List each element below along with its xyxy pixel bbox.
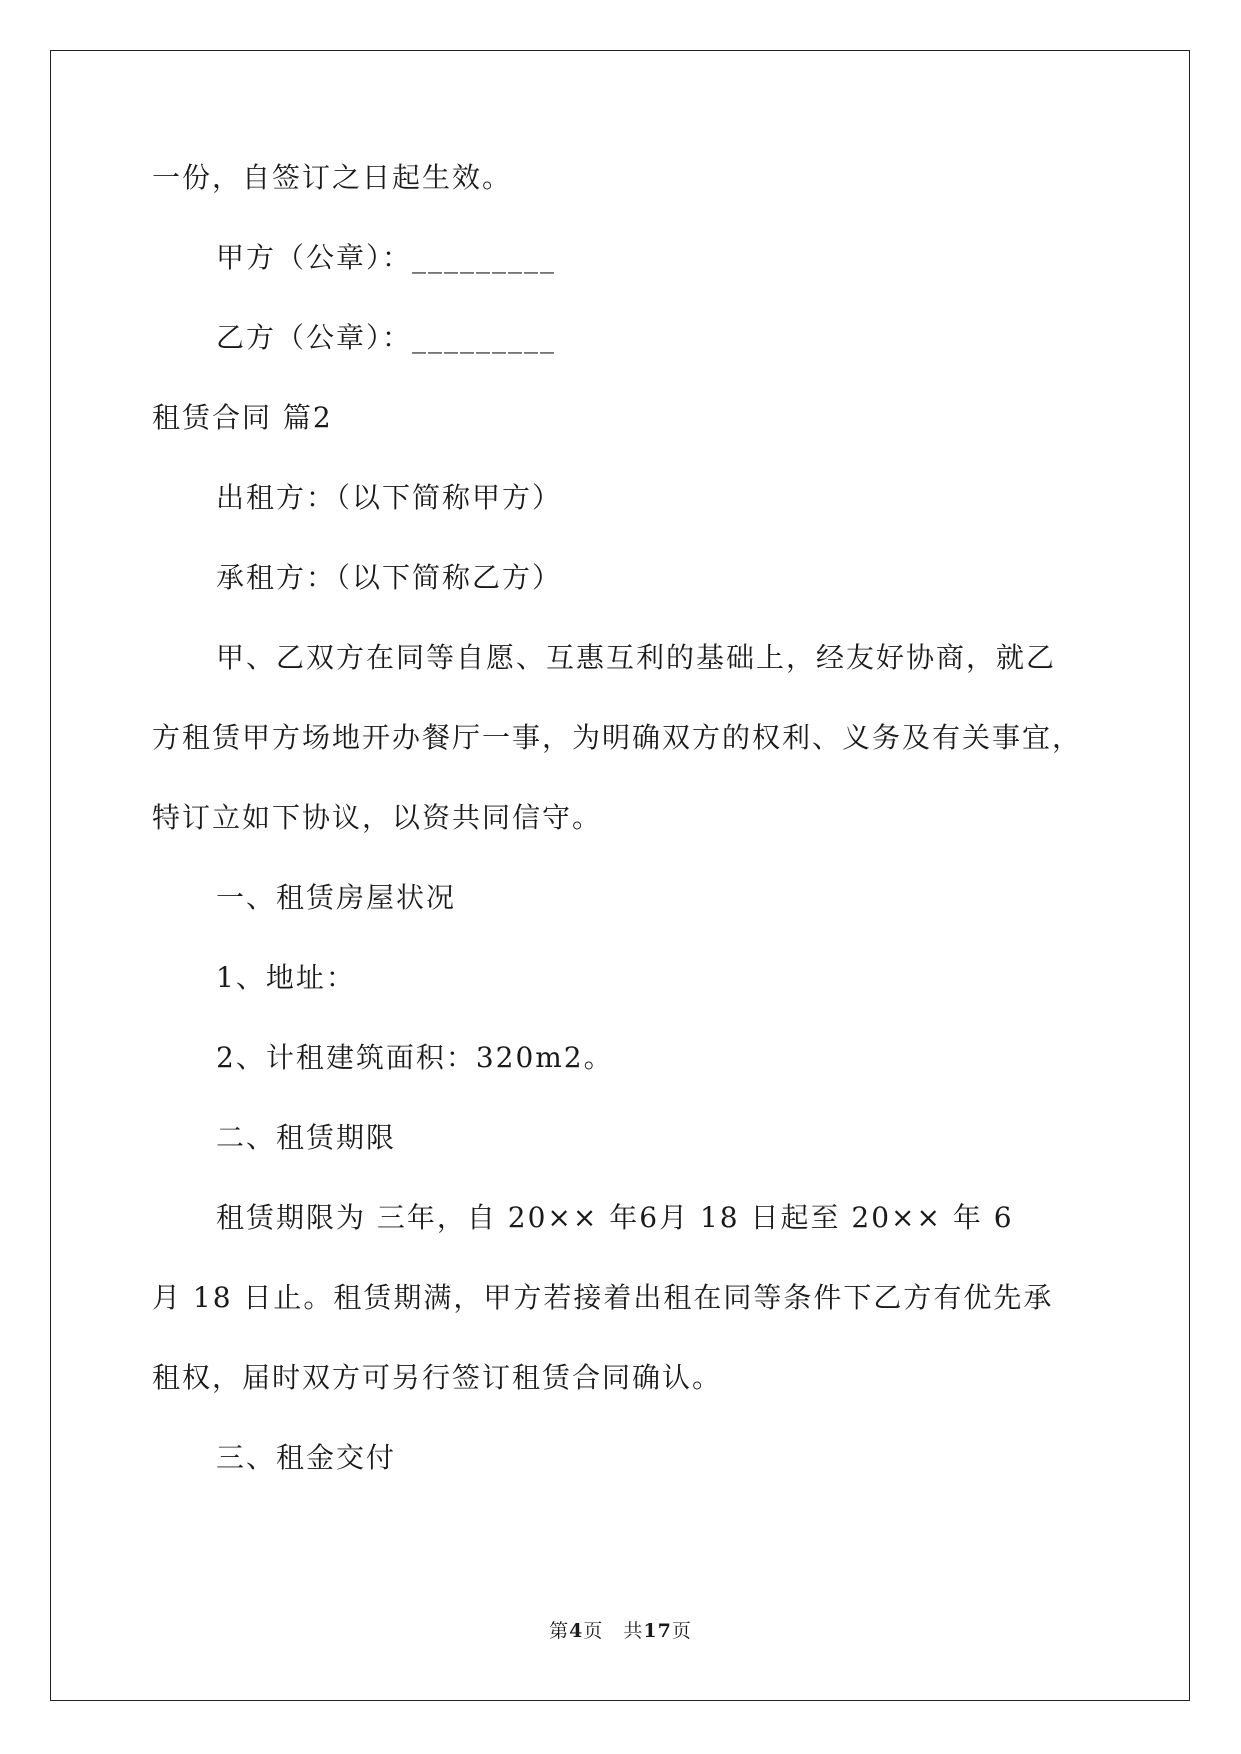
party-b-seal-line: 乙方（公章）：_________ [216,321,557,354]
paragraph-line-3: 特订立如下协议，以资共同信守。 [152,801,603,834]
paragraph-line-2: 方租赁甲方场地开办餐厅一事，为明确双方的权利、义务及有关事宜， [152,721,1083,754]
footer-page-suffix: 页 [583,1620,604,1642]
lessee-line: 承租方：（以下简称乙方） [216,561,563,594]
area-line: 2、计租建筑面积：320m2。 [216,1041,614,1074]
footer-total-suffix: 页 [671,1620,692,1642]
footer-total-pages: 17 [643,1620,672,1642]
section-title: 租赁合同 篇2 [152,401,333,434]
footer-page-number: 4 [569,1620,584,1642]
term-line-1: 租赁期限为 三年，自 20×× 年6月 18 日起至 20×× 年 6 [216,1201,1014,1234]
party-a-seal-line: 甲方（公章）：_________ [216,241,557,274]
heading-rental-status: 一、租赁房屋状况 [216,881,457,914]
term-line-2: 月 18 日止。租赁期满，甲方若接着出租在同等条件下乙方有优先承 [152,1281,1054,1314]
term-line-3: 租权，届时双方可另行签订租赁合同确认。 [152,1361,723,1394]
page-footer [0,1618,1241,1644]
lessor-line: 出租方：（以下简称甲方） [216,481,563,514]
footer-total-prefix: 共 [623,1620,644,1642]
paragraph-line-1: 甲、乙双方在同等自愿、互惠互利的基础上，经友好协商，就乙 [216,641,1057,674]
text-line-1: 一份，自签订之日起生效。 [152,161,513,194]
heading-rental-term: 二、租赁期限 [216,1121,397,1154]
address-line: 1、地址： [216,961,356,994]
footer-page-prefix: 第 [549,1620,570,1642]
heading-rent-payment: 三、租金交付 [216,1441,397,1474]
